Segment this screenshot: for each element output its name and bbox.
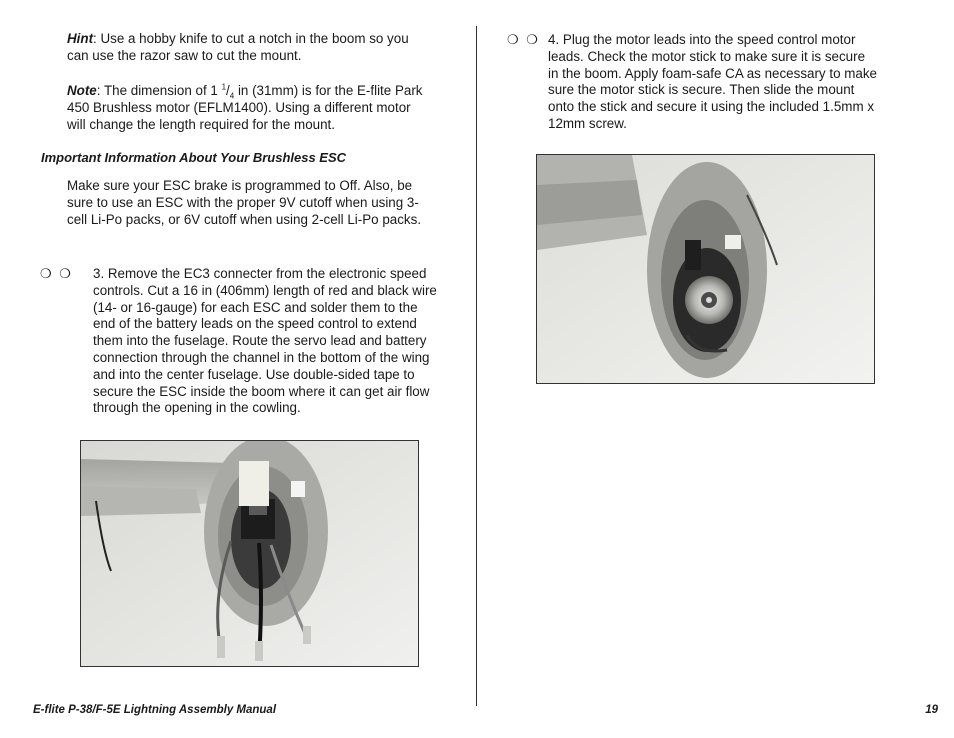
esc-section-body [67,178,427,228]
step3-checkboxes[interactable]: ❍ ❍ [40,266,73,281]
hint-text: : Use a hobby knife to cut a notch in the boom so you can use the razor saw to cut the mount. [67,31,409,63]
footer-page-number: 19 [925,704,938,716]
photo-esc-graphic [81,441,418,666]
photo-esc-in-boom [80,440,419,667]
note-fraction-denominator: 4 [229,91,235,101]
step3-paragraph [93,266,441,417]
esc-section-heading: Important Information About Your Brushless ESC [41,150,347,165]
note-fraction-slash: / [226,83,230,98]
esc-body-text: Make sure your ESC brake is programmed to Off. Also, be sure to use an ESC with the proper 9V cutoff when using 3-cell Li-Po packs, or 6V cutoff when using 2-cell Li-Po packs. [67,178,422,227]
column-divider [476,26,477,706]
step4-text: 4. Plug the motor leads into the speed control motor leads. Check the motor stick to make sure it is secure in the boom. Apply foam-safe CA as necessary to make sure the motor stick is secure. Then slide the mount onto the stick and secure it using the included 1.5mm x 12mm screw. [548,32,877,131]
hint-label: Hint [67,31,94,46]
note-paragraph [67,83,429,133]
step3-text: 3. Remove the EC3 connecter from the electronic speed controls. Cut a 16 in (406mm) length of red and black wire (14- or 16-gauge) for each ESC and solder them to the end of the battery leads on the speed control to extend them into the fuselage. Route the servo lead and battery connection through the channel in the bottom of the wing and into the center fuselage. Use double-sided tape to secure the ESC inside the boom where it can get air flow through the opening in the cowling. [93,266,437,416]
photo-motor-graphic [537,155,874,383]
note-label: Note [67,83,97,98]
footer-manual-title: E-flite P-38/F-5E Lightning Assembly Manual [33,704,277,716]
note-text-after: in (31mm) is for the E-flite Park 450 Brushless motor (EFLM1400). Using a different motor will change the length required for the mount. [67,83,423,132]
step4-checkboxes[interactable]: ❍ ❍ [507,32,540,47]
note-text-before: : The dimension of 1 [96,83,222,98]
photo-motor-mounted [536,154,875,384]
note-fraction-numerator: 1 [221,82,227,92]
step4-paragraph [548,32,878,133]
hint-paragraph [67,31,417,65]
